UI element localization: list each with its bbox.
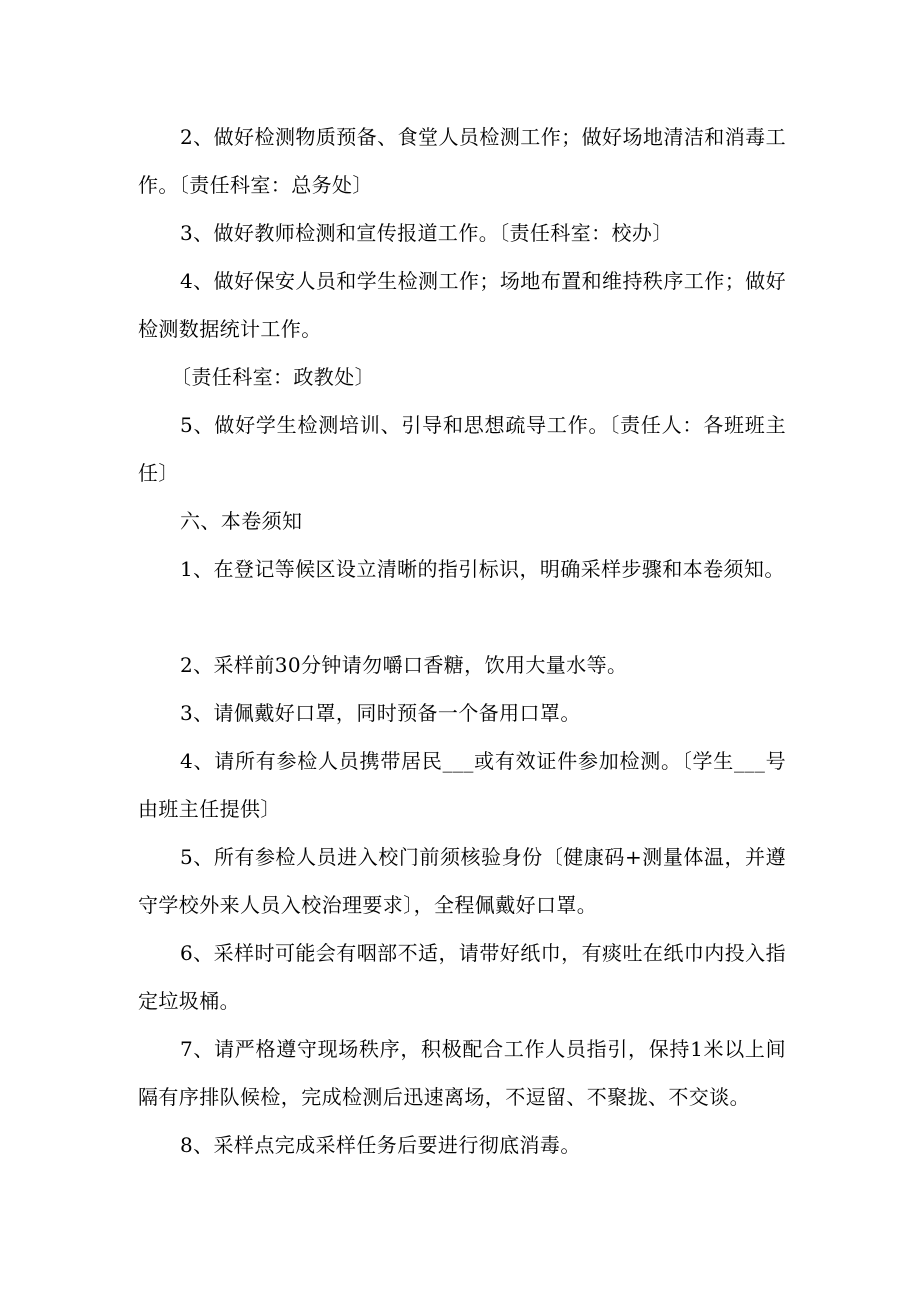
notice-item-6: 6、采样时可能会有咽部不适，请带好纸巾，有痰吐在纸巾内投入指定垃圾桶。: [138, 941, 786, 1013]
notice-item-8: 8、采样点完成采样任务后要进行彻底消毒。: [180, 1133, 581, 1157]
notice-item-5: 5、所有参检人员进入校门前须核验身份〔健康码+测量体温，并遵守学校外来人员入校治理要求〕，全程佩戴好口罩。: [138, 845, 786, 917]
paragraph-item-4-security: 4、做好保安人员和学生检测工作；场地布置和维持秩序工作；做好检测数据统计工作。: [138, 269, 786, 341]
paragraph-item-5-training: 5、做好学生检测培训、引导和思想疏导工作。〔责任人：各班班主任〕: [138, 413, 786, 485]
section-heading-notes: 六、本卷须知: [180, 509, 303, 533]
notice-item-2: 2、采样前30分钟请勿嚼口香糖，饮用大量水等。: [180, 653, 628, 677]
notice-item-3: 3、请佩戴好口罩，同时预备一个备用口罩。: [180, 701, 581, 725]
paragraph-responsibility-note: 〔责任科室：政教处〕: [171, 365, 375, 389]
paragraph-item-2-supplies: 2、做好检测物质预备、食堂人员检测工作；做好场地清洁和消毒工作。〔责任科室：总务处〕: [138, 125, 786, 197]
notice-item-4: 4、请所有参检人员携带居民___或有效证件参加检测。〔学生___号由班主任提供〕: [138, 749, 786, 821]
notice-item-1: 1、在登记等候区设立清晰的指引标识，明确采样步骤和本卷须知。: [180, 557, 785, 581]
notice-item-7: 7、请严格遵守现场秩序，积极配合工作人员指引，保持1米以上间隔有序排队候检，完成检测后迅速离场，不逗留、不聚拢、不交谈。: [138, 1037, 786, 1109]
paragraph-item-3-teachers: 3、做好教师检测和宣传报道工作。〔责任科室：校办〕: [180, 221, 673, 245]
